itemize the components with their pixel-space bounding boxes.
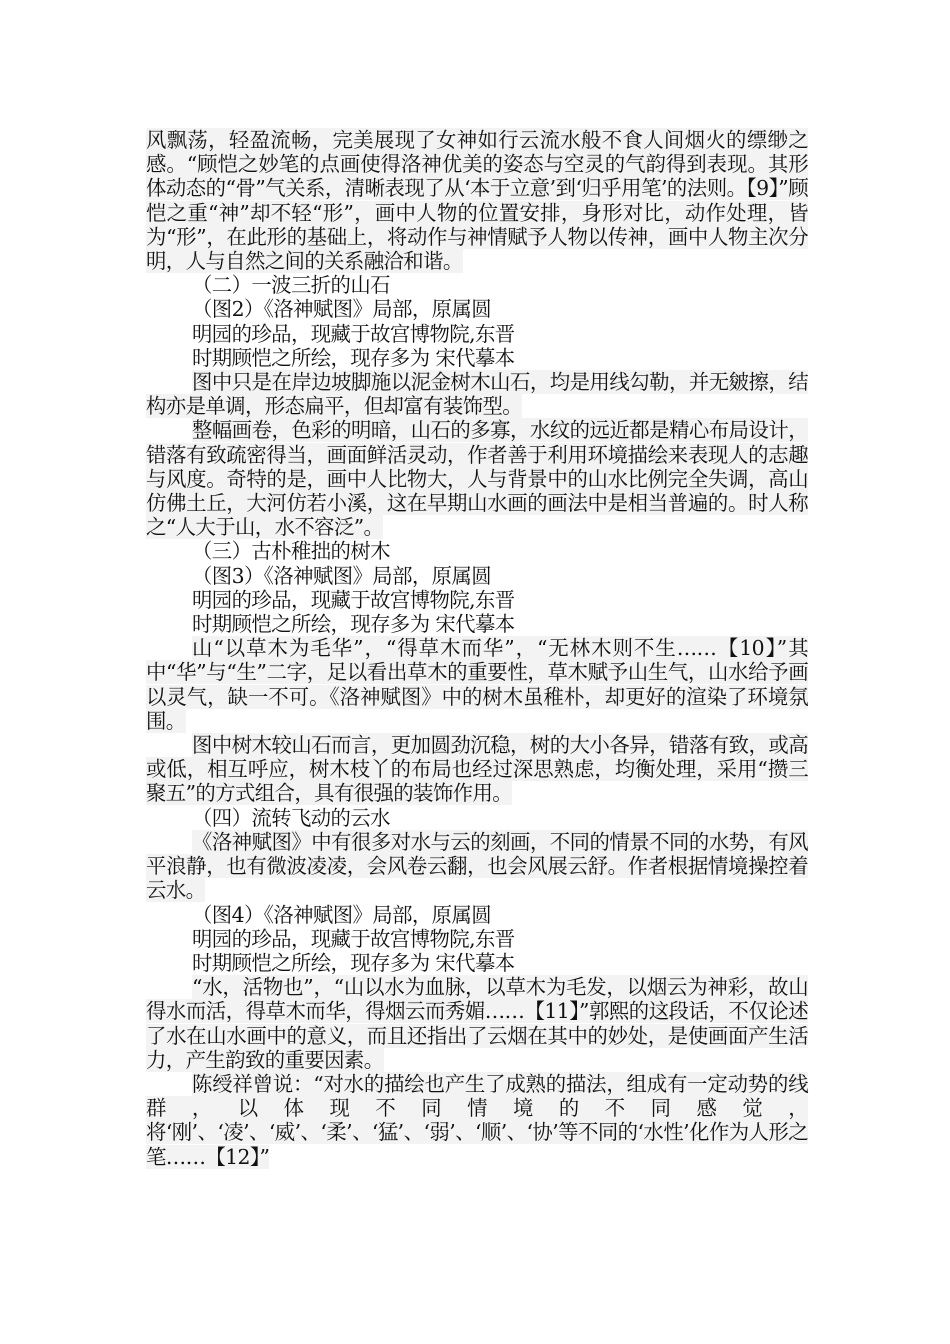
- paragraph-body-6: [146, 830, 808, 903]
- caption-text: （图4）《洛神赋图》局部，原属圆: [192, 902, 492, 927]
- heading-text: （三）古朴稚拙的树木: [192, 539, 390, 564]
- figure-caption-2-line-1: [146, 297, 808, 321]
- paragraph-text: 山“以草木为毛华”，“得草木而华”，“无林木则不生……【10】”其中“华”与“生”二字，足以看出草木的重要性，草木赋予山生气，山水给予画以灵气，缺一不可。《洛神赋图》中的树木虽稚朴，却更好的渲染了环境氛围。: [146, 636, 808, 733]
- paragraph-text: 图中树木较山石而言，更加圆劲沉稳，树的大小各异，错落有致，或高或低，相互呼应，树木枝丫的布局也经过深思熟虑，均衡处理，采用“攒三聚五”的方式组合，具有很强的装饰作用。: [146, 733, 808, 806]
- paragraph-body-7: [146, 975, 808, 1072]
- figure-caption-2-line-3: [146, 346, 808, 370]
- caption-text: 明园的珍品，现藏于故宫博物院,东晋: [192, 587, 515, 612]
- caption-text: 明园的珍品，现藏于故宫博物院,东晋: [192, 321, 515, 346]
- heading-text: （二）一波三折的山石: [192, 273, 390, 298]
- caption-text: 时期顾恺之所绘，现存多为 宋代摹本: [192, 950, 515, 975]
- section-heading-4: [146, 806, 808, 830]
- figure-caption-3-line-2: [146, 588, 808, 612]
- paragraph-body-2: [146, 370, 808, 418]
- paragraph-body-3: [146, 418, 808, 539]
- section-heading-3: [146, 539, 808, 563]
- paragraph-body-8: [146, 1072, 808, 1169]
- paragraph-text: 《洛神赋图》中有很多对水与云的刻画，不同的情景不同的水势，有风平浪静，也有微波凌凌，会风卷云翻，也会风展云舒。作者根据情境操控着云水。: [146, 829, 808, 903]
- caption-text: 时期顾恺之所绘，现存多为 宋代摹本: [192, 612, 515, 637]
- paragraph-text: “水，活物也”，“山以水为血脉，以草木为毛发，以烟云为神彩，故山得水而活，得草木而华，得烟云而秀媚……【11】”郭熙的这段话，不仅论述了水在山水画中的意义，而且还指出了云烟在其中的妙处，是使画面产生活力，产生韵致的重要因素。: [146, 975, 808, 1072]
- paragraph-body-1: [146, 128, 808, 273]
- heading-text: （四）流转飞动的云水: [192, 805, 390, 830]
- figure-caption-2-line-2: [146, 322, 808, 346]
- figure-caption-4-line-2: [146, 927, 808, 951]
- paragraph-text: 图中只是在岸边坡脚施以泥金树木山石，均是用线勾勒，并无皴擦，结构亦是单调，形态扁平，但却富有装饰型。: [146, 370, 808, 419]
- caption-text: （图3）《洛神赋图》局部，原属圆: [192, 563, 492, 588]
- paragraph-body-4: [146, 636, 808, 733]
- caption-text: （图2）《洛神赋图》局部，原属圆: [192, 297, 492, 322]
- paragraph-text: 整幅画卷，色彩的明暗，山石的多寡，水纹的远近都是精心布局设计，错落有致疏密得当，画面鲜活灵动，作者善于利用环境描绘来表现人的志趣与风度。奇特的是，画中人比物大，人与背景中的山水比例完全失调，高山仿佛土丘，大河仿若小溪，这在早期山水画的画法中是相当普遍的。时人称之“人大于山，水不容泛”。: [146, 418, 808, 540]
- caption-text: 明园的珍品，现藏于故宫博物院,东晋: [192, 926, 515, 951]
- figure-caption-4-line-3: [146, 951, 808, 975]
- paragraph-body-5: [146, 733, 808, 806]
- section-heading-2: [146, 273, 808, 297]
- paragraph-text: 陈绶祥曾说：“对水的描绘也产生了成熟的描法，组成有一定动势的线群，以体现不同情境的不同感觉，将‘刚’、‘凌’、‘威’、‘柔’、‘猛’、‘弱’、‘顺’、‘协’等不同的‘水性’化作为人形之笔……【12】”: [146, 1071, 808, 1169]
- figure-caption-3-line-3: [146, 612, 808, 636]
- figure-caption-4-line-1: [146, 903, 808, 927]
- caption-text: 时期顾恺之所绘，现存多为 宋代摹本: [192, 345, 515, 370]
- figure-caption-3-line-1: [146, 564, 808, 588]
- paragraph-text: 风飘荡，轻盈流畅，完美展现了女神如行云流水般不食人间烟火的缥缈之感。“顾恺之妙笔的点画使得洛神优美的姿态与空灵的气韵得到表现。其形体动态的“骨”气关系，清晰表现了从‘本于立意’到‘归乎用笔’的法则。【9】”顾恺之重“神”却不轻“形”，画中人物的位置安排，身形对比，动作处理，皆为“形”，在此形的基础上，将动作与神情赋予人物以传神，画中人物主次分明，人与自然之间的关系融洽和谐。: [146, 128, 808, 274]
